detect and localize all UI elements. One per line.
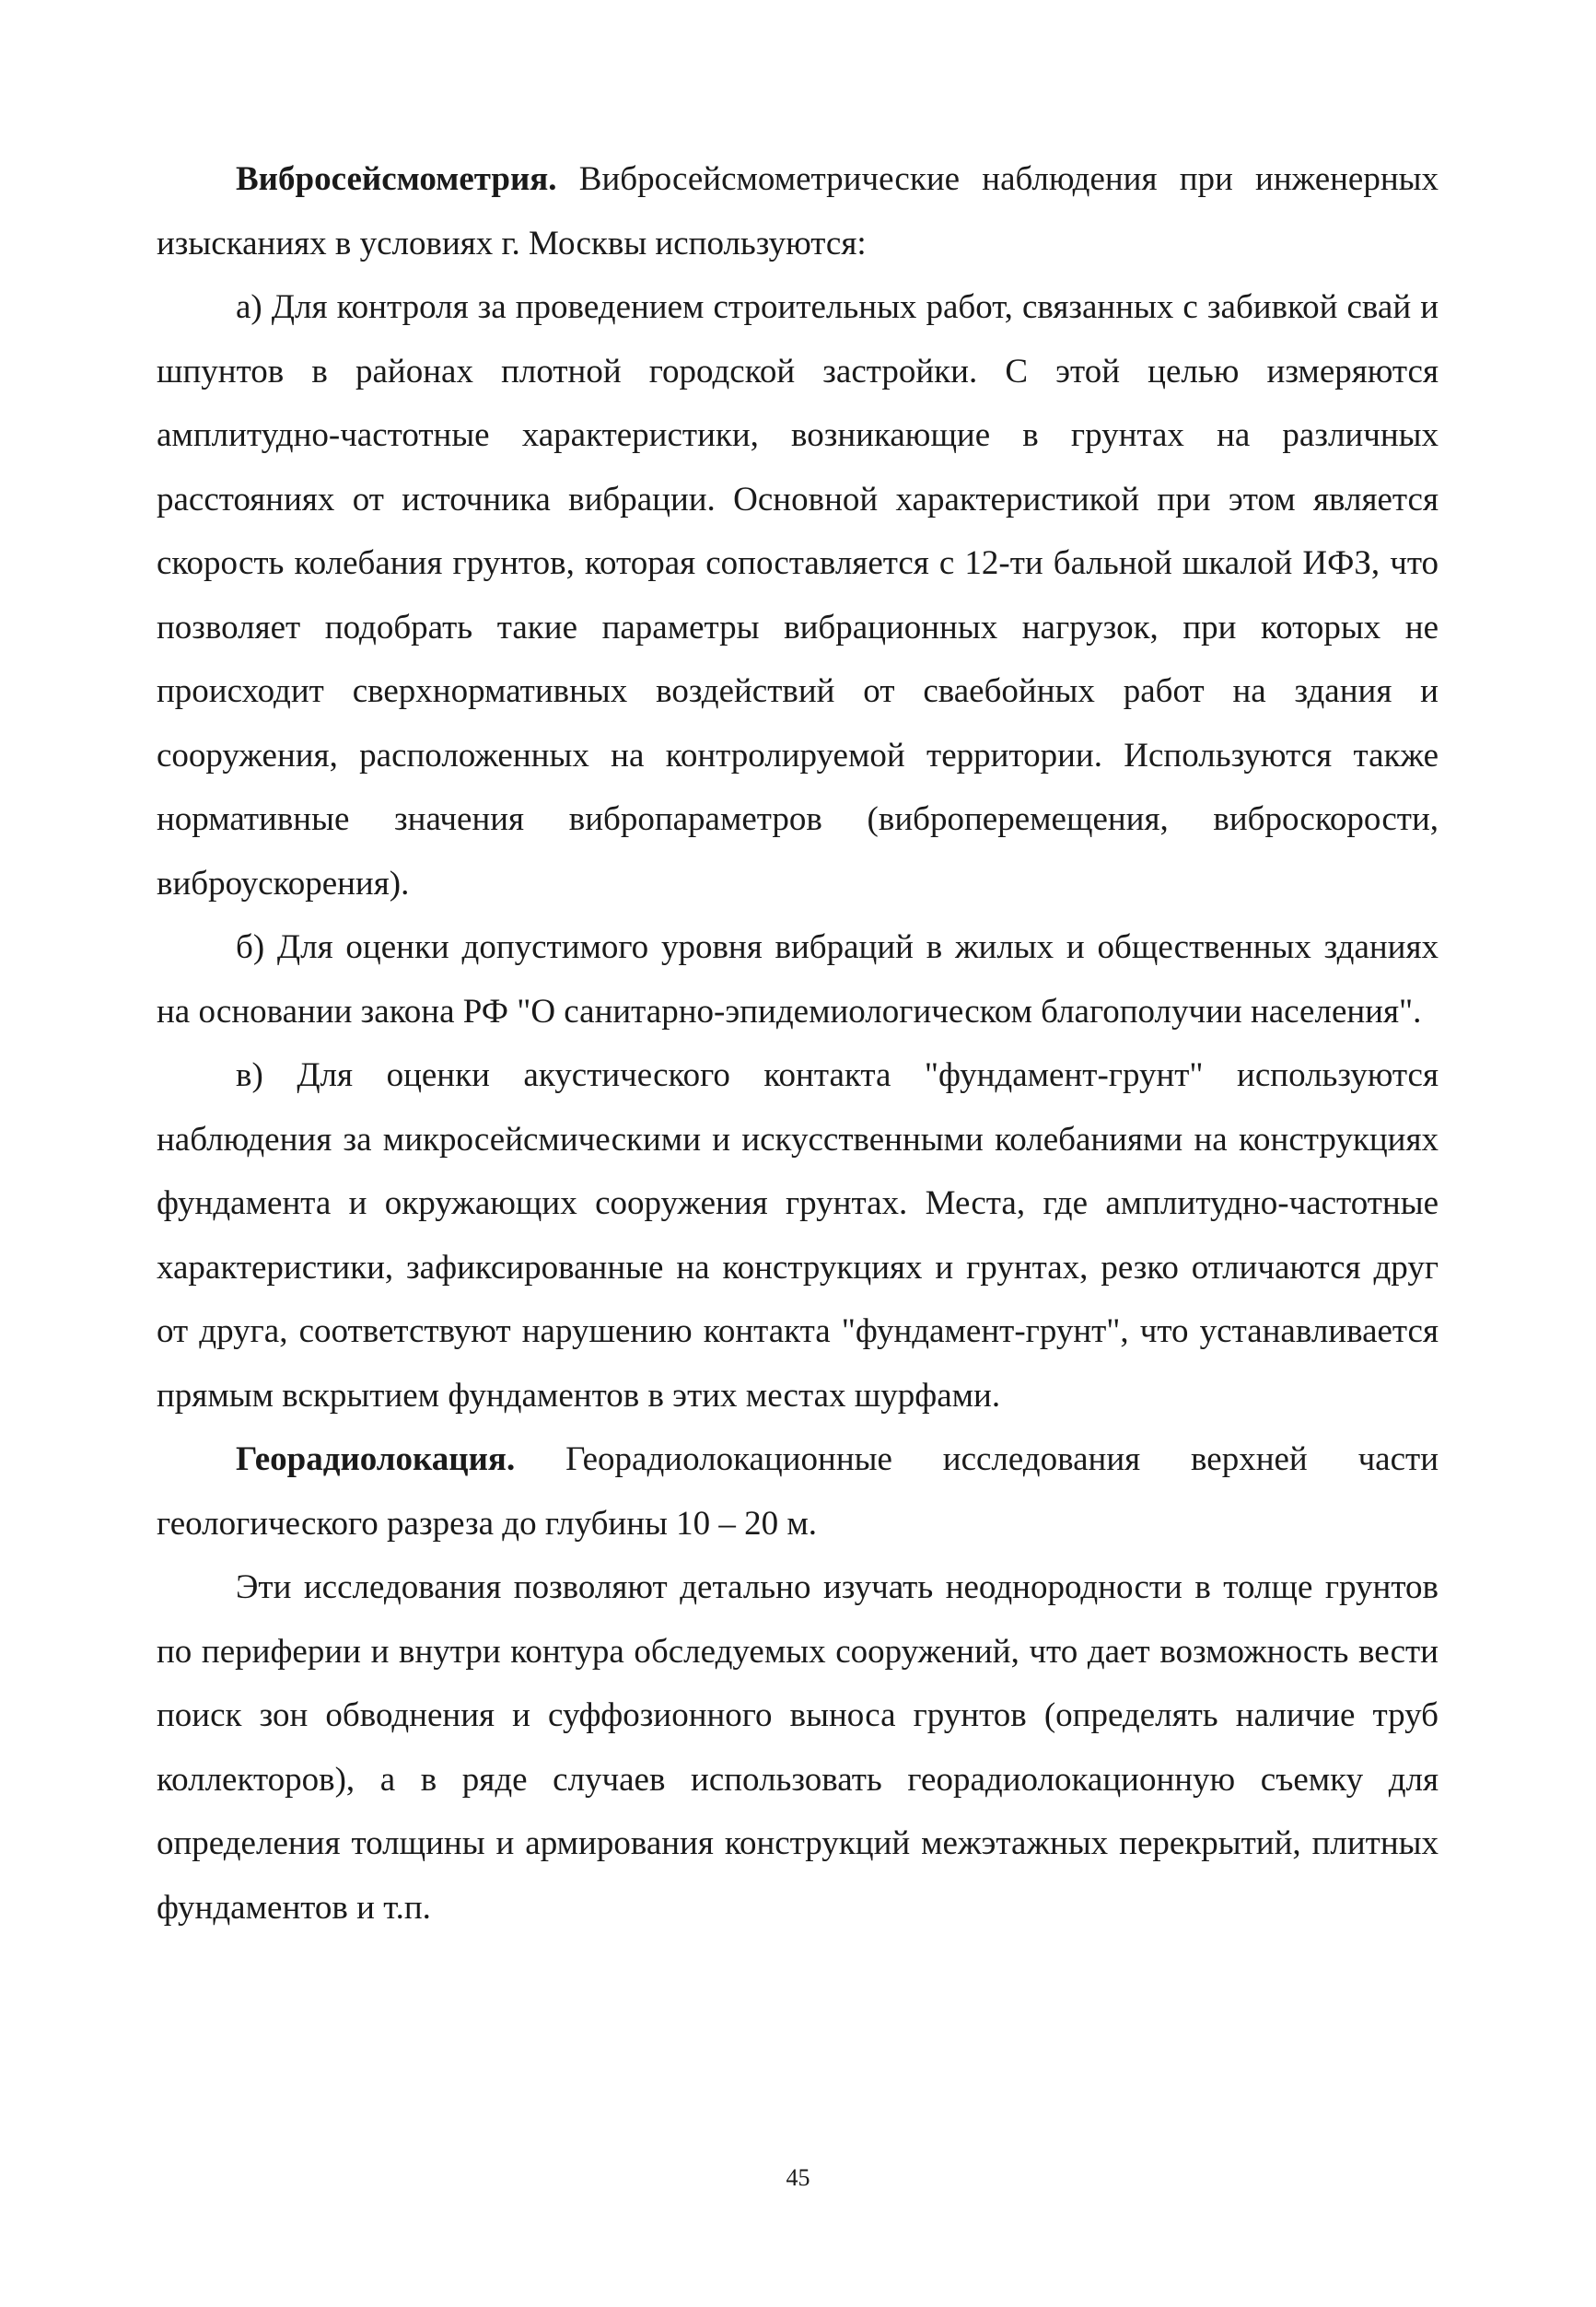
- paragraph-text: Вибросейсмометрические наблюдения при инженерных изысканиях в условиях г. Москвы используются:: [157, 160, 1439, 262]
- paragraph-text: Эти исследования позволяют детально изучать неоднородности в толще грунтов по периферии и внутри контура обследуемых сооружений, что дает возможность вести поиск зон обводнения и суффозионного выноса грунтов (определять наличие труб коллекторов), а в ряде случаев использовать георадиолокационную съемку для определения толщины и армирования конструкций межэтажных перекрытий, плитных фундаментов и т.п.: [157, 1568, 1439, 1927]
- paragraph-text: а) Для контроля за проведением строительных работ, связанных с забивкой свай и шпунтов в районах плотной городской застройки. С этой целью измеряются амплитудно-частотные характеристики, возникающие в грунтах на различных расстояниях от источника вибрации. Основной характеристикой при этом является скорость колебания грунтов, которая сопоставляется с 12-ти бальной шкалой ИФЗ, что позволяет подобрать такие параметры вибрационных нагрузок, при которых не происходит сверхнормативных воздействий от сваебойных работ на здания и сооружения, расположенных на контролируемой территории. Используются также нормативные значения вибропараметров (виброперемещения, виброскорости, виброускорения).: [157, 288, 1439, 903]
- page-number: 45: [786, 2164, 810, 2191]
- paragraph-text: в) Для оценки акустического контакта "фундамент-грунт" используются наблюдения за микросейсмическими и искусственными колебаниями на конструкциях фундамента и окружающих сооружения грунтах. Места, где амплитудно-частотные характеристики, зафиксированные на конструкциях и грунтах, резко отличаются друг от друга, соответствуют нарушению контакта "фундамент-грунт", что устанавливается прямым вскрытием фундаментов в этих местах шурфами.: [157, 1056, 1439, 1415]
- paragraph-item-a: [157, 275, 1439, 915]
- paragraph-text: Георадиолокационные исследования верхней части геологического разреза до глубины 10 – 20 м.: [157, 1440, 1439, 1543]
- paragraph-georadar-intro: [157, 1427, 1439, 1555]
- paragraph-item-b: [157, 915, 1439, 1043]
- paragraph-text: б) Для оценки допустимого уровня вибраций в жилых и общественных зданиях на основании закона РФ "О санитарно-эпидемиологическом благополучии населения".: [157, 928, 1439, 1031]
- paragraph-georadar-details: [157, 1555, 1439, 1940]
- paragraph-item-v: [157, 1043, 1439, 1427]
- section-heading-vibroseismometry: Вибросейсмометрия.: [236, 160, 557, 198]
- section-heading-georadar: Георадиолокация.: [236, 1440, 516, 1478]
- document-body: [157, 147, 1439, 1940]
- paragraph-vibroseismometry-intro: [157, 147, 1439, 275]
